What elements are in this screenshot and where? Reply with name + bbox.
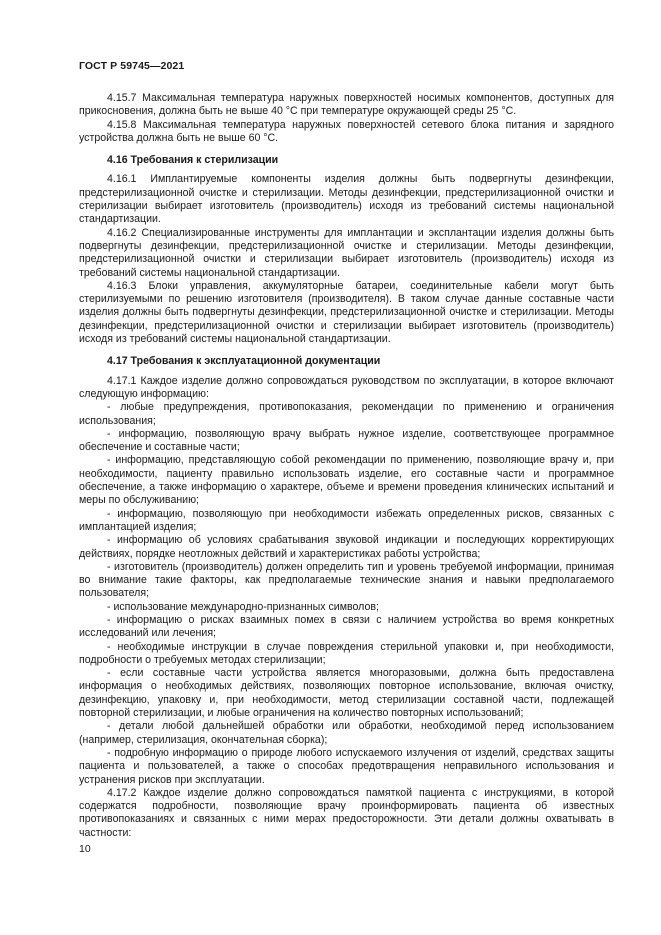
- paragraph-4-17-2: 4.17.2 Каждое изделие должно сопровождаться памяткой пациента с инструкциями, в которой содержатся подробности, позволяющие врачу проинформировать пациента об известных противопоказаниях и связанных с ними мерах предосторожности. Эти детали должны охватывать в частности:: [79, 786, 614, 839]
- section-heading-4-16: 4.16 Требования к стерилизации: [107, 154, 279, 167]
- page-number: 10: [79, 843, 91, 855]
- list-item: - информацию об условиях срабатывания звуковой индикации и последующих корректирующих действиях, порядке неотложных действий и характеристиках работы устройства;: [79, 534, 614, 560]
- document-body: [79, 92, 614, 840]
- list-item: - если составные части устройства является многоразовыми, должна быть предоставлена информация о необходимых действиях, позволяющих повторное использование, включая очистку, дезинфекцию, упаковку и, при необходимости, метод стерилизации составной части, подлежащей повторной стерилизации, и любые ограничения на количество повторных использований;: [79, 667, 614, 720]
- list-item: - использование международно-признанных символов;: [107, 600, 379, 613]
- list-item: - информацию, представляющую собой рекомендации по применению, позволяющие врачу и, при необходимости, пациенту правильно использовать изделие, его составные части и программное обеспечение, а также информацию о характере, объеме и времени проведения клинических испытаний и меры по обслуживанию;: [79, 454, 614, 507]
- list-item: - информацию о рисках взаимных помех в связи с наличием устройства во время конкретных исследований или лечения;: [79, 613, 614, 640]
- list-item: - подробную информацию о природе любого испускаемого излучения от изделий, средствах защиты пациента и пользователей, а также о способах предотвращения неправильного использования и устранения рисков при эксплуатации.: [79, 746, 614, 786]
- list-item: - информацию, позволяющую при необходимости избежать определенных рисков, связанных с имплантацией изделия;: [79, 507, 614, 533]
- paragraph-4-16-3: 4.16.3 Блоки управления, аккумуляторные батареи, соединительные кабели могут быть стерилизуемыми по решению изготовителя (производителя). В таком случае данные составные части изделия должны быть подвергнуты дезинфекции, предстерилизационной очистке и стерилизации. Методы дезинфекции, предстерилизационной очистки и стерилизации выбирает изготовитель (производитель) исходя из требований системы национальной стандартизации.: [79, 279, 614, 346]
- paragraph-4-16-2: 4.16.2 Специализированные инструменты для имплантации и эксплантации изделия должны быть подвергнуты дезинфекции, предстерилизационной очистке и стерилизации. Методы дезинфекции, предстерилизационной очистки и стерилизации выбирает изготовитель (производитель) исходя из требований системы национальной стандартизации.: [79, 226, 614, 279]
- section-heading-4-17: 4.17 Требования к эксплуатационной документации: [107, 355, 381, 368]
- paragraph-4-15-7: 4.15.7 Максимальная температура наружных поверхностей носимых компонентов, доступных для прикосновения, должна быть не выше 40 °С при температуре окружающей среды 25 °С.: [79, 92, 614, 118]
- list-item: - детали любой дальнейшей обработки или обработки, необходимой перед использованием (например, стерилизация, окончательная сборка);: [79, 720, 614, 746]
- list-item: - информацию, позволяющую врачу выбрать нужное изделие, соответствующее программное обеспечение и составные части;: [79, 427, 614, 454]
- list-item: - изготовитель (производитель) должен определить тип и уровень требуемой информации, принимая во внимание такие факторы, как предполагаемые технические знания и навыки предполагаемого пользователя;: [79, 560, 614, 600]
- list-item: - необходимые инструкции в случае повреждения стерильной упаковки и, при необходимости, подробности о требуемых методах стерилизации;: [79, 640, 614, 666]
- paragraph-4-16-1: 4.16.1 Имплантируемые компоненты изделия должны быть подвергнуты дезинфекции, предстерилизационной очистке и стерилизации. Методы дезинфекции, предстерилизационной очистки и стерилизации выбирает изготовитель (производитель) исходя из требований системы национальной стандартизации.: [79, 173, 614, 226]
- page-header: ГОСТ Р 59745—2021: [79, 60, 185, 72]
- paragraph-4-15-8: 4.15.8 Максимальная температура наружных поверхностей сетевого блока питания и зарядного устройства должна быть не выше 60 °С.: [79, 118, 614, 144]
- list-item: - любые предупреждения, противопоказания, рекомендации по применению и ограничения использования;: [79, 401, 614, 427]
- paragraph-4-17-1: 4.17.1 Каждое изделие должно сопровождаться руководством по эксплуатации, в которое включают следующую информацию:: [79, 374, 614, 400]
